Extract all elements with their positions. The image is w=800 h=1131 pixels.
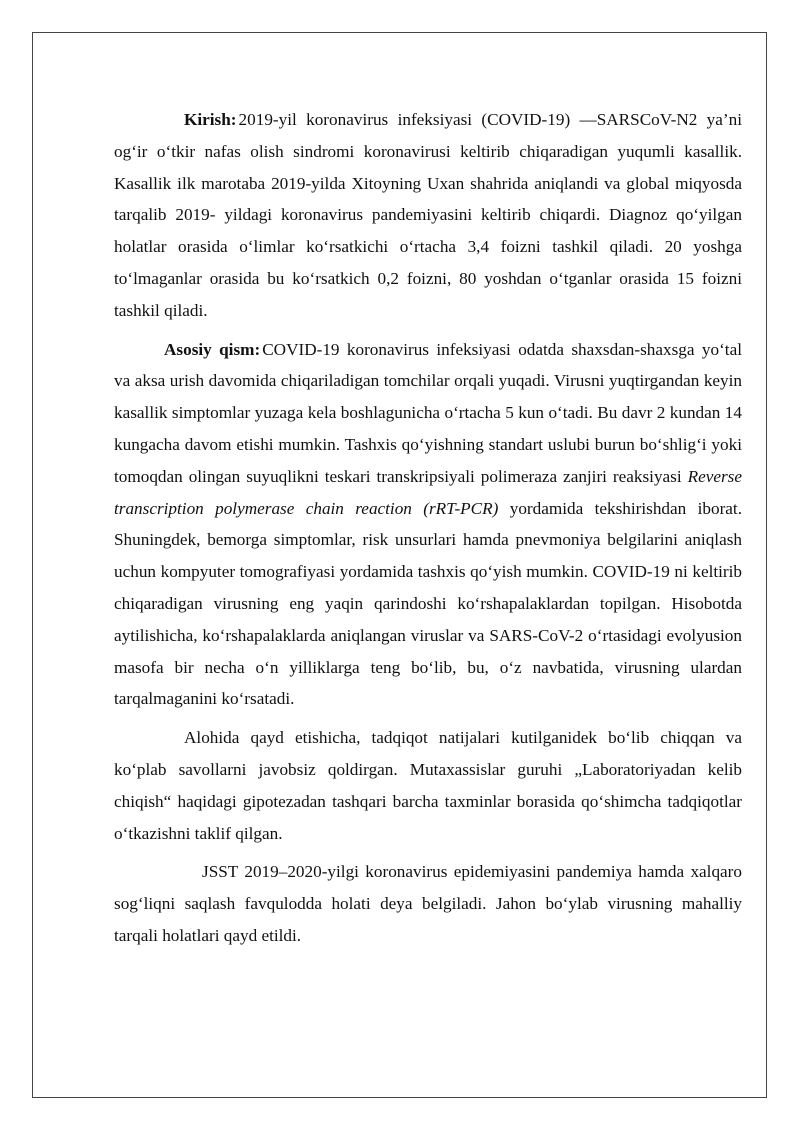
who-text: JSST 2019–2020-yilgi koronavirus epidemiyasini pandemiya hamda xalqaro sog‘liqni saqlash favqulodda holati deya belgiladi. Jahon bo‘ylab virusning mahalliy tarqali holatlari qayd etildi. <box>114 862 742 945</box>
main-heading: Asosiy qism: <box>164 339 261 359</box>
main-text-a: COVID-19 koronavirus infeksiyasi odatda shaxsdan-shaxsga yo‘tal va aksa urish davomida chiqariladigan tomchilar orqali yuqadi. Virusni yuqtirgandan keyin kasallik simptomlar yuzaga kela boshlagunicha o‘rtacha 5 kun o‘tadi. Bu davr 2 kundan 14 kungacha davom etishi mumkin. Tashxis qo‘yishning standart uslubi burun bo‘shlig‘i yoki tomoqdan olingan suyuqlikni teskari transkripsiyali polimeraza zanjiri reaksiyasi <box>114 339 742 486</box>
main-text-b: yordamida tekshirishdan iborat. Shuningdek, bemorga simptomlar, risk unsurlari hamda pnevmoniya belgilarini aniqlash uchun kompyuter tomografiyasi yordamida tashxis qo‘yish mumkin. COVID-19 ni keltirib chiqaradigan virusning eng yaqin qarindoshi ko‘rshapalaklardan topilgan. Hisobotda aytilishicha, ko‘rshapalaklarda aniqlangan viruslar va SARS-CoV-2 o‘rtasidagi evolyusion masofa bir necha o‘n yilliklarga teng bo‘lib, bu, o‘z navbatida, virusning ulardan tarqalmaganini ko‘rsatadi. <box>114 498 742 709</box>
intro-paragraph <box>114 104 742 327</box>
main-italic-term: Reverse transcription polymerase chain reaction (rRT-PCR) <box>114 466 742 518</box>
main-paragraph <box>114 334 742 716</box>
intro-heading: Kirish: <box>184 110 237 129</box>
document-body <box>114 104 742 959</box>
intro-text: 2019-yil koronavirus infeksiyasi (COVID-19) —SARSCoV-N2 ya’ni og‘ir o‘tkir nafas olish sindromi koronavirusi keltirib chiqaradigan yuqumli kasallik. Kasallik ilk marotaba 2019-yilda Xitoyning Uxan shahrida aniqlandi va global miqyosda tarqalib 2019- yildagi koronavirus pandemiyasini keltirib chiqardi. Diagnoz qo‘yilgan holatlar orasida o‘limlar ko‘rsatkichi o‘rtacha 3,4 foizni tashkil qiladi. 20 yoshga to‘lmaganlar orasida bu ko‘rsatkich 0,2 foizni, 80 yoshdan o‘tganlar orasida 15 foizni tashkil qiladi. <box>114 110 742 320</box>
note-paragraph <box>114 722 742 849</box>
who-paragraph <box>114 856 742 951</box>
note-text: Alohida qayd etishicha, tadqiqot natijalari kutilganidek bo‘lib chiqqan va ko‘plab savollarni javobsiz qoldirgan. Mutaxassislar guruhi „Laboratoriyadan kelib chiqish“ haqidagi gipotezadan tashqari barcha taxminlar borasida qo‘shimcha tadqiqotlar o‘tkazishni taklif qilgan. <box>114 728 742 843</box>
